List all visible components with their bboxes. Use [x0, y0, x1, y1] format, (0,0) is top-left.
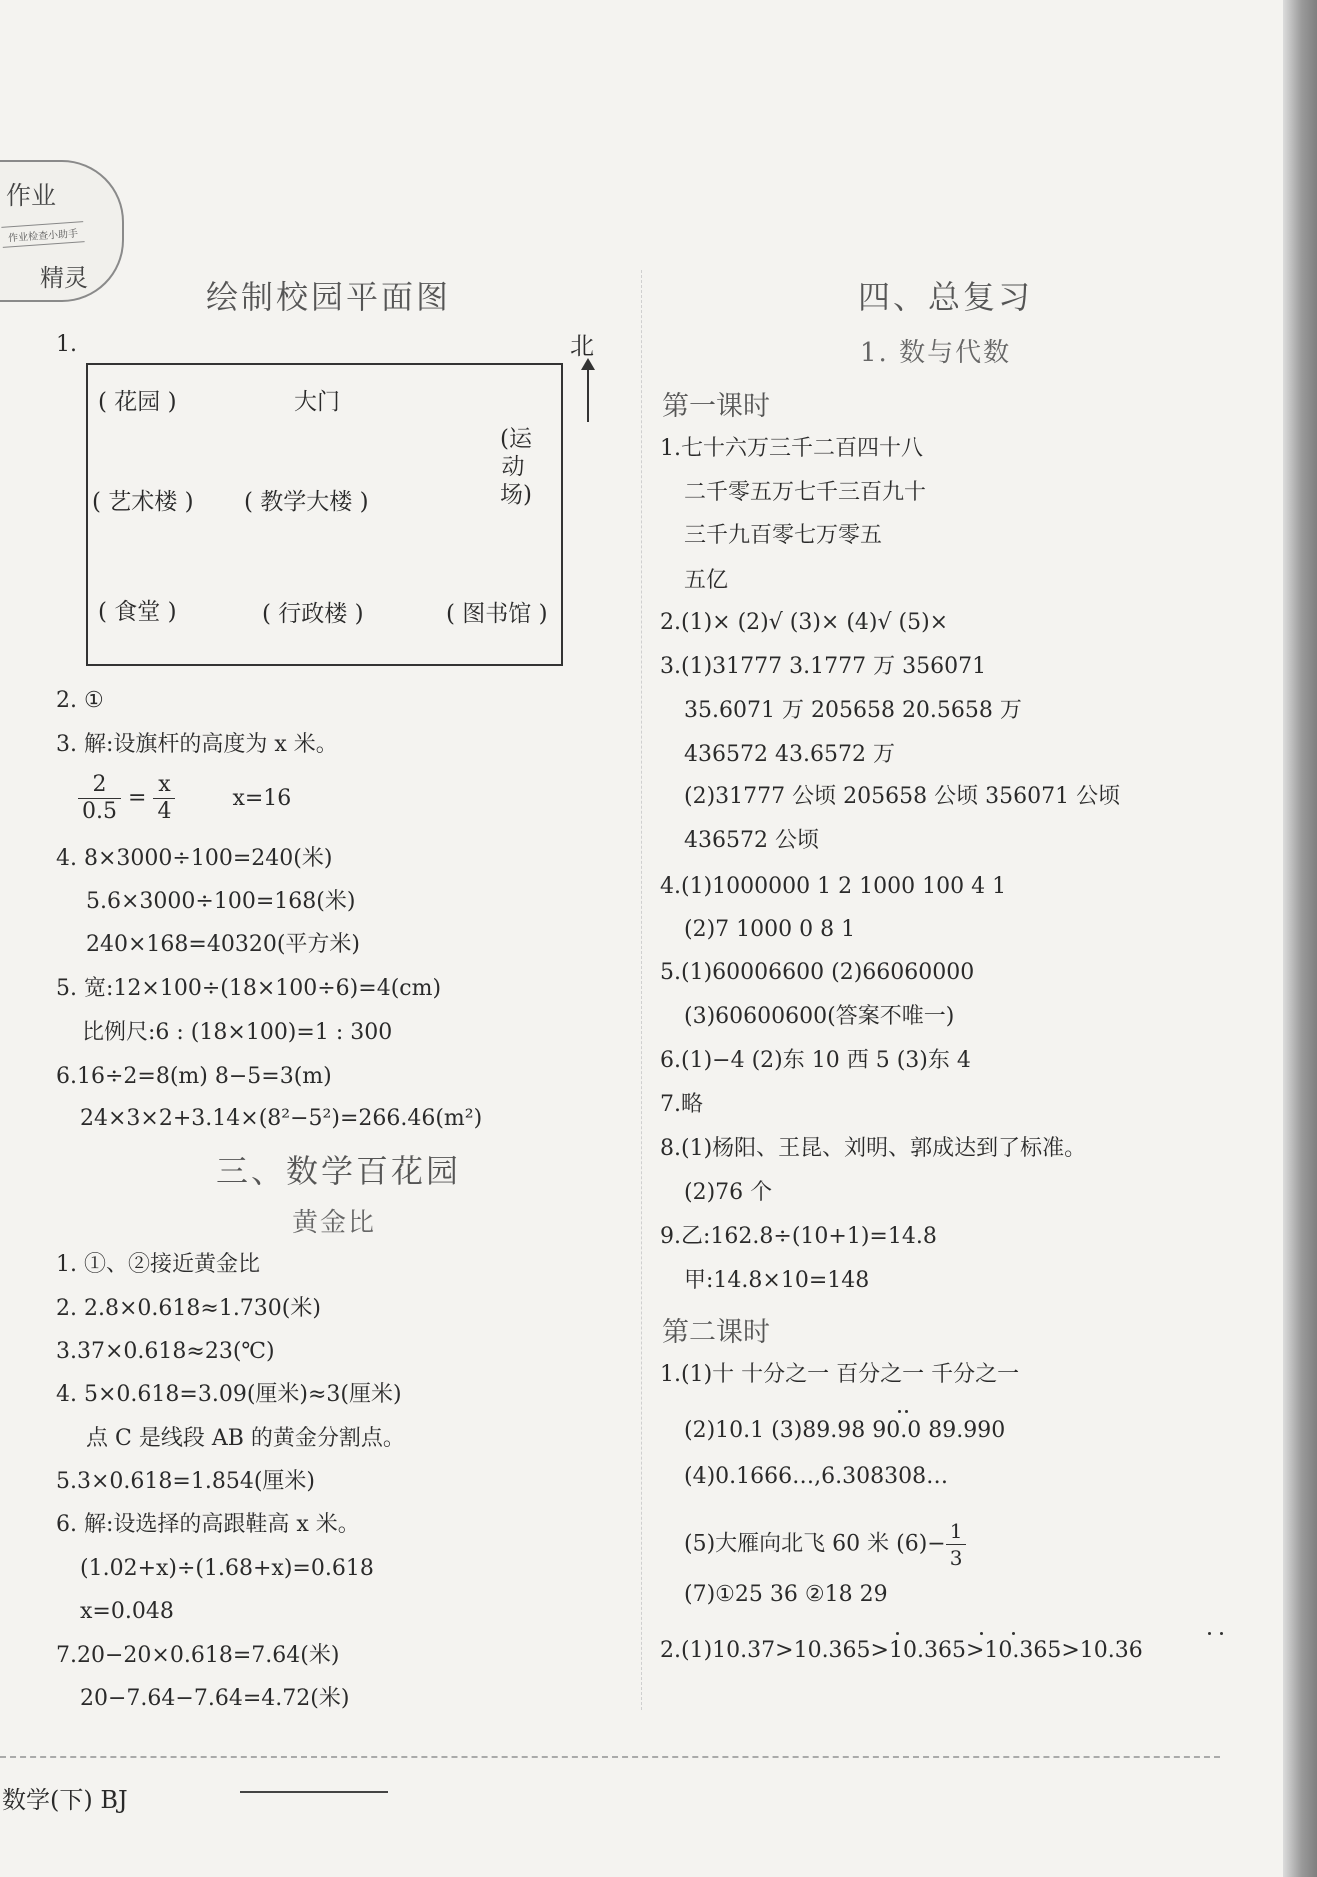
fraction-numerator: x [153, 772, 175, 799]
golden-q1: 1. ①、②接近黄金比 [56, 1252, 260, 1277]
footer-name-blank [240, 1791, 388, 1793]
lesson2-q2-line1: 2.(1)10.37>10.365>10.365>10.365>10.36 [660, 1638, 1143, 1663]
repeating-decimal-dot [905, 1410, 908, 1413]
lesson2-q1-line2: (2)10.1 (3)89.98 90.0 89.990 [684, 1418, 1006, 1443]
golden-q6-line1: 6. 解:设选择的高跟鞋高 x 米。 [56, 1512, 360, 1537]
north-label: 北 [570, 332, 594, 360]
review-q9-line1: 9.乙:162.8÷(10+1)=14.8 [660, 1224, 937, 1249]
repeating-decimal-dot [980, 1632, 983, 1635]
badge-text-3: 精灵 [40, 264, 88, 292]
plan-garden: ( 花园 ) [98, 389, 177, 415]
question-1-number: 1. [56, 332, 77, 357]
lesson2-q1-line4-text: (5)大雁向北飞 60 米 (6)− [684, 1531, 946, 1557]
review-q1-line1: 1.七十六万三千二百四十八 [660, 436, 923, 461]
lesson-2-heading: 第二课时 [662, 1317, 770, 1348]
review-q3-line5: 436572 公顷 [684, 828, 819, 853]
lesson2-q1-line1: 1.(1)十 十分之一 百分之一 千分之一 [660, 1362, 1020, 1387]
answer-q5-line1: 5. 宽:12×100÷(18×100÷6)=4(cm) [56, 976, 442, 1001]
fraction [78, 772, 121, 825]
q3-result: x=16 [232, 785, 292, 811]
plan-admin-building: ( 行政楼 ) [262, 601, 364, 627]
review-q8-line2: (2)76 个 [684, 1180, 773, 1205]
repeating-decimal-dot [898, 1410, 901, 1413]
review-q4-line1: 4.(1)1000000 1 2 1000 100 4 1 [660, 874, 1007, 899]
plan-canteen: ( 食堂 ) [98, 599, 177, 625]
badge-text-2: 作业检查小助手 [1, 221, 84, 248]
plan-teaching-building: ( 教学大楼 ) [244, 489, 369, 515]
repeating-decimal-dot [896, 1632, 899, 1635]
north-arrow-icon [587, 362, 589, 422]
answer-q4-line1: 4. 8×3000÷100=240(米) [56, 846, 333, 871]
footer-divider [0, 1756, 1220, 1758]
golden-q5: 5.3×0.618=1.854(厘米) [56, 1469, 315, 1494]
fraction-numerator: 2 [78, 772, 121, 799]
lesson2-q1-line4 [684, 1518, 966, 1571]
review-q5-line2: (3)60600600(答案不唯一) [684, 1004, 955, 1029]
lesson-1-heading: 第一课时 [662, 391, 770, 422]
equals-sign: = [128, 785, 147, 811]
review-q1-line2: 二千零五万七千三百九十 [684, 480, 927, 505]
answer-q6-line2: 24×3×2+3.14×(8²−5²)=266.46(m²) [80, 1106, 483, 1131]
golden-q7-line2: 20−7.64−7.64=4.72(米) [80, 1686, 350, 1711]
repeating-decimal-dot [1012, 1632, 1015, 1635]
answer-q5-line2: 比例尺:6 : (18×100)=1 : 300 [82, 1020, 393, 1045]
golden-q4-line1: 4. 5×0.618=3.09(厘米)≈3(厘米) [56, 1382, 402, 1407]
answer-q2: 2. ① [56, 688, 104, 713]
plan-library: ( 图书馆 ) [446, 601, 548, 627]
review-q3-line3: 436572 43.6572 万 [684, 742, 895, 767]
plan-sports-field: (运动场) [500, 426, 532, 508]
fraction-denominator: 3 [949, 1546, 963, 1570]
page-edge-shadow [1283, 0, 1317, 1877]
repeating-decimal-dot [1208, 1632, 1211, 1635]
fraction [153, 772, 175, 825]
repeating-decimal-dot [1220, 1632, 1223, 1635]
footer-book-label: 数学(下) BJ [2, 1786, 128, 1814]
answer-q3-equation [78, 772, 291, 825]
review-q1-line4: 五亿 [684, 568, 729, 593]
answer-q4-line3: 240×168=40320(平方米) [86, 932, 361, 957]
review-q5-line1: 5.(1)60006600 (2)66060000 [660, 960, 975, 985]
section-title-math-garden: 三、数学百花园 [216, 1152, 462, 1190]
golden-q7-line1: 7.20−20×0.618=7.64(米) [56, 1643, 340, 1668]
homework-helper-badge [0, 160, 124, 302]
golden-q6-line3: x=0.048 [80, 1599, 174, 1624]
review-q1-line3: 三千九百零七万零五 [684, 523, 883, 548]
review-q9-line2: 甲:14.8×10=148 [684, 1268, 870, 1293]
answer-q4-line2: 5.6×3000÷100=168(米) [86, 889, 356, 914]
golden-q3: 3.37×0.618≈23(℃) [56, 1339, 275, 1364]
answer-q6-line1: 6.16÷2=8(m) 8−5=3(m) [56, 1064, 332, 1089]
review-q3-line2: 35.6071 万 205658 20.5658 万 [684, 698, 1022, 723]
review-q3-line1: 3.(1)31777 3.1777 万 356071 [660, 654, 987, 679]
fraction [946, 1518, 967, 1571]
section-title-review: 四、总复习 [858, 278, 1034, 316]
lesson2-q1-line3: (4)0.1666…,6.308308… [684, 1464, 949, 1489]
subsection-numbers-algebra: 1. 数与代数 [860, 338, 1012, 368]
section-title-campus-plan: 绘制校园平面图 [206, 278, 452, 316]
review-q6: 6.(1)−4 (2)东 10 西 5 (3)东 4 [660, 1048, 971, 1073]
review-q2: 2.(1)× (2)√ (3)× (4)√ (5)× [660, 610, 949, 635]
column-divider [641, 270, 642, 1710]
fraction-numerator: 1 [946, 1518, 967, 1545]
review-q4-line2: (2)7 1000 0 8 1 [684, 917, 856, 942]
lesson2-q1-line5: (7)①25 36 ②18 29 [684, 1582, 888, 1607]
golden-q6-line2: (1.02+x)÷(1.68+x)=0.618 [80, 1556, 374, 1581]
golden-q2: 2. 2.8×0.618≈1.730(米) [56, 1296, 321, 1321]
badge-text-1: 作业 [6, 181, 57, 210]
review-q3-line4: (2)31777 公顷 205658 公顷 356071 公顷 [684, 784, 1121, 809]
subsection-golden-ratio: 黄金比 [292, 1208, 377, 1238]
review-q8-line1: 8.(1)杨阳、王昆、刘明、郭成达到了标准。 [660, 1136, 1087, 1161]
campus-plan-map [86, 363, 563, 666]
golden-q4-line2: 点 C 是线段 AB 的黄金分割点。 [86, 1426, 405, 1451]
fraction-denominator: 0.5 [82, 799, 117, 824]
answer-q3: 3. 解:设旗杆的高度为 x 米。 [56, 732, 338, 757]
fraction-denominator: 4 [157, 799, 172, 824]
review-q7: 7.略 [660, 1092, 703, 1117]
plan-gate: 大门 [294, 389, 340, 415]
plan-art-building: ( 艺术楼 ) [92, 489, 194, 515]
